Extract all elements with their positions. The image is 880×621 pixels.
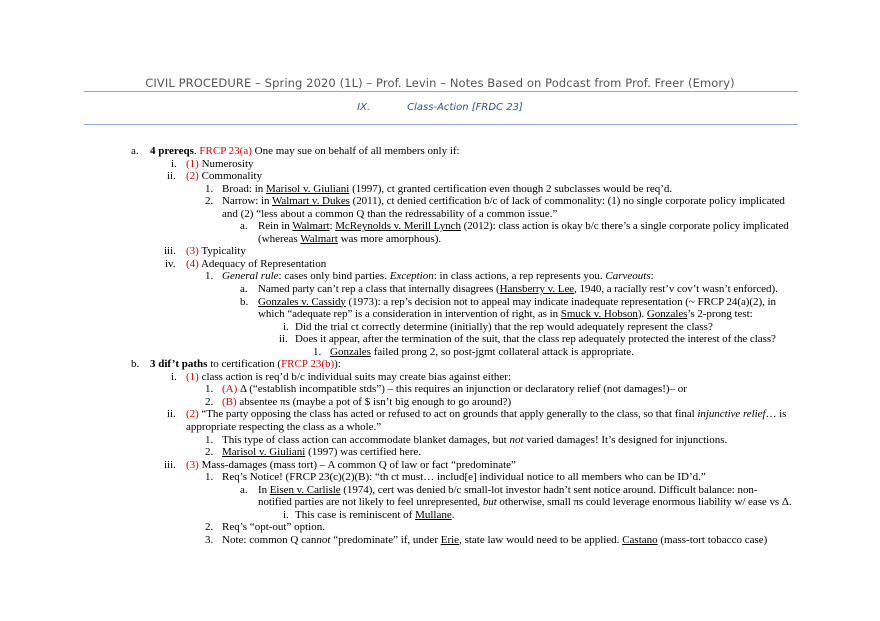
marker: 1. bbox=[205, 471, 214, 484]
outline-item-a-iii bbox=[0, 245, 880, 258]
marker: 3. bbox=[205, 533, 214, 546]
text: ). bbox=[637, 308, 647, 321]
number: (B) bbox=[222, 395, 237, 408]
outline-item-b-iii-1-a-i bbox=[0, 509, 880, 522]
outline-item-a-iv-1-a bbox=[0, 283, 880, 296]
italic-text: Exception bbox=[389, 270, 434, 283]
outline-item-a-ii-2-a-cont bbox=[0, 233, 880, 246]
rule-ref: FRCP 23(a) bbox=[199, 145, 252, 157]
text: Req’s Notice! (FRCP 23(c)(2)(B): “th ct must… includ[e] individual notice to all members who can be ID’d.” bbox=[222, 471, 706, 484]
text: In bbox=[258, 483, 270, 496]
text: Req’s “opt-out” option. bbox=[222, 521, 325, 534]
marker: a. bbox=[240, 220, 248, 233]
text: , state law would need to be applied. bbox=[459, 533, 623, 546]
outline-item-b-i-2 bbox=[0, 396, 880, 409]
number: (2) bbox=[186, 170, 199, 183]
outline-item-a-i bbox=[0, 158, 880, 171]
case-name: Gonzales bbox=[330, 345, 371, 358]
italic-text: Carveouts bbox=[605, 270, 651, 283]
section-title: Class-Action [FRDC 23] bbox=[407, 102, 523, 113]
header-title: CIVIL PROCEDURE – Spring 2020 (1L) – Prof. Levin – Notes Based on Podcast from Prof. Freer (Emory) bbox=[145, 76, 735, 90]
number: (4) bbox=[186, 257, 199, 270]
text: This case is reminiscent of bbox=[295, 508, 416, 521]
italic-text: not bbox=[316, 533, 331, 546]
text: : cases only bind parties. bbox=[278, 270, 390, 283]
number: (2) bbox=[186, 408, 199, 421]
bold-text: 4 prereqs bbox=[150, 145, 194, 157]
text: (1997), ct granted certification even though 2 subclasses would be req’d. bbox=[349, 182, 673, 195]
case-name: Hansberry v. Lee bbox=[499, 283, 575, 296]
marker: a. bbox=[240, 283, 248, 296]
text: (1974), cert was denied b/c small-lot investor hadn’t sent notice around. Difficult balance: non- bbox=[340, 483, 758, 496]
text: ’s 2-prong test: bbox=[687, 308, 753, 321]
outline-item-a-iv bbox=[0, 258, 880, 271]
text: Mass-damages (mass tort) – A common Q of law or fact “predominate” bbox=[198, 458, 516, 471]
text: (mass-tort tobacco case) bbox=[657, 533, 768, 546]
outline-item-b-ii-cont bbox=[0, 421, 880, 434]
outline-item-b-iii-1-a bbox=[0, 484, 880, 497]
marker: a. bbox=[131, 145, 139, 157]
number: (1) bbox=[186, 370, 199, 383]
outline-item-b-ii-2 bbox=[0, 446, 880, 459]
outline-item-a-iv-1 bbox=[0, 270, 880, 283]
case-name: Walmart bbox=[300, 232, 338, 245]
text: : bbox=[650, 270, 654, 283]
notes-body bbox=[0, 145, 880, 547]
marker: b. bbox=[240, 295, 249, 308]
marker: i. bbox=[283, 508, 289, 521]
text: This type of class action can accommodate blanket damages, but bbox=[222, 433, 510, 446]
text: . bbox=[451, 508, 455, 521]
case-name: McReynolds v. Merill Lynch bbox=[335, 220, 461, 233]
case-name: Walmart v. Dukes bbox=[271, 195, 350, 208]
marker: 2. bbox=[205, 521, 214, 534]
outline-item-a-ii-2-a bbox=[0, 220, 880, 233]
text: (1973): a rep’s decision not to appeal may indicate inadequate representation (~ FRCP 24(a)(2), in bbox=[345, 295, 776, 308]
header-rule bbox=[84, 91, 798, 92]
outline-item-b-iii-2 bbox=[0, 521, 880, 534]
text: Did the trial ct correctly determine (initially) that the rep would adequately represent the class? bbox=[295, 320, 713, 333]
case-name: Gonzales v. Cassidy bbox=[258, 295, 346, 308]
outline-item-a-iv-1-b-ii-1 bbox=[0, 346, 880, 359]
text: (1997) was certified here. bbox=[305, 446, 422, 459]
marker: i. bbox=[171, 157, 177, 170]
text: otherwise, small πs could leverage enormous liability w/ ease vs Δ. bbox=[496, 496, 792, 509]
marker: 1. bbox=[205, 383, 214, 396]
text: … is bbox=[765, 408, 787, 421]
case-name: Walmart bbox=[292, 220, 330, 233]
section-rule bbox=[84, 124, 798, 125]
outline-item-b-iii-3 bbox=[0, 534, 880, 547]
outline-item-b bbox=[0, 358, 880, 371]
case-name: Marisol v. Giuliani bbox=[266, 182, 350, 195]
marker: i. bbox=[171, 370, 177, 383]
number: (A) bbox=[222, 383, 238, 396]
text: absentee πs (maybe a pot of $ isn’t big enough to go around?) bbox=[236, 395, 512, 408]
text: Adequacy of Representation bbox=[198, 257, 327, 270]
marker: ii. bbox=[167, 408, 176, 421]
number: (3) bbox=[186, 458, 199, 471]
text: Does it appear, after the termination of the suit, that the class rep adequately protected the interest of the class? bbox=[295, 333, 776, 346]
text: Typicality bbox=[198, 245, 246, 258]
outline-item-b-iii bbox=[0, 459, 880, 472]
outline-item-a-ii-1 bbox=[0, 183, 880, 196]
marker: ii. bbox=[167, 170, 176, 183]
text: (2012): class action is okay b/c there’s a single corporate policy implicated bbox=[460, 220, 789, 233]
marker: iii. bbox=[164, 245, 176, 258]
case-name: Eisen v. Carlisle bbox=[269, 483, 341, 496]
marker: 2. bbox=[205, 446, 214, 459]
marker: iii. bbox=[164, 458, 176, 471]
marker: 1. bbox=[205, 182, 214, 195]
outline-item-a-iv-1-b-cont bbox=[0, 308, 880, 321]
text: (2011), ct denied certification b/c of lack of commonality: (1) no single corporate policy implicated bbox=[349, 195, 785, 208]
case-name: Smuck v. Hobson bbox=[560, 308, 638, 321]
text: (whereas bbox=[258, 232, 301, 245]
outline-item-b-i bbox=[0, 371, 880, 384]
outline-item-b-iii-1 bbox=[0, 471, 880, 484]
text: Δ (“establish incompatible stds”) – this requires an injunction or declaratory relief (not damages!)– or bbox=[237, 383, 687, 396]
text: One may sue on behalf of all members only if: bbox=[251, 145, 460, 157]
section-number: IX. bbox=[357, 102, 371, 113]
text: failed prong 2, so post-jgmt collateral attack is appropriate. bbox=[370, 345, 634, 358]
text: : bbox=[329, 220, 336, 233]
case-name: Gonzales bbox=[646, 308, 688, 321]
outline-item-b-ii-1 bbox=[0, 434, 880, 447]
text: Numerosity bbox=[198, 157, 254, 170]
outline-item-a-ii-2-cont bbox=[0, 208, 880, 221]
marker: 1. bbox=[205, 433, 214, 446]
text: Commonality bbox=[198, 170, 263, 183]
italic-text: injunctive relief bbox=[697, 408, 766, 421]
case-name: Mullane bbox=[415, 508, 452, 521]
marker: 1. bbox=[313, 345, 322, 358]
text: and (2) “less about a common Q than the redressability of a common issue.” bbox=[222, 207, 558, 220]
outline-item-b-i-1 bbox=[0, 383, 880, 396]
outline-item-a-ii bbox=[0, 170, 880, 183]
italic-text: General rule bbox=[222, 270, 279, 283]
outline-item-a-iv-1-b bbox=[0, 296, 880, 309]
case-name: Marisol v. Giuliani bbox=[222, 446, 306, 459]
marker: i. bbox=[283, 320, 289, 333]
case-name: Castano bbox=[622, 533, 658, 546]
text: which “adequate rep” is a consideration in intervention of right, as in bbox=[258, 308, 561, 321]
text: Broad: in bbox=[222, 182, 266, 195]
outline-item-a-iv-1-b-ii bbox=[0, 333, 880, 346]
marker: ii. bbox=[279, 333, 288, 346]
italic-text: not bbox=[509, 433, 524, 446]
text: “predominate” if, under bbox=[330, 533, 441, 546]
marker: 1. bbox=[205, 270, 214, 283]
case-name: Erie bbox=[440, 533, 460, 546]
text: Rein in bbox=[258, 220, 293, 233]
number: (1) bbox=[186, 157, 199, 170]
outline-item-b-iii-1-a-cont bbox=[0, 496, 880, 509]
text: to certification ( bbox=[207, 358, 282, 371]
text: “The party opposing the class has acted or refused to act on grounds that apply generally to the class, so that final bbox=[198, 408, 698, 421]
marker: 2. bbox=[205, 195, 214, 208]
text: appropriate respecting the class as a whole.” bbox=[186, 421, 382, 434]
text: : in class actions, a rep represents you. bbox=[433, 270, 606, 283]
rule-ref: FRCP 23(b) bbox=[281, 358, 335, 371]
outline-item-a: a. 4 prereqs. FRCP 23(a) One may sue on behalf of all members only if: bbox=[131, 145, 460, 157]
outline-item-a-iv-1-b-i bbox=[0, 321, 880, 334]
outline-item-b-ii bbox=[0, 408, 880, 421]
text: notified parties are not likely to feel unrepresented, bbox=[258, 496, 483, 509]
marker: a. bbox=[240, 483, 248, 496]
marker: b. bbox=[131, 358, 140, 371]
text: class action is req’d b/c individual suits may create bias against either: bbox=[198, 370, 512, 383]
bold-text: 3 dif’t paths bbox=[150, 358, 208, 371]
text: ): bbox=[334, 358, 341, 371]
italic-text: but bbox=[482, 496, 497, 509]
text: Narrow: in bbox=[222, 195, 272, 208]
marker: iv. bbox=[165, 257, 176, 270]
text: Note: common Q can bbox=[222, 533, 317, 546]
text: Named party can’t rep a class that internally disagrees ( bbox=[258, 283, 500, 296]
text: was more amorphous). bbox=[337, 232, 442, 245]
outline-item-a-ii-2 bbox=[0, 195, 880, 208]
text: varied damages! It’s designed for injunctions. bbox=[523, 433, 728, 446]
marker: 2. bbox=[205, 395, 214, 408]
section-heading bbox=[0, 102, 880, 113]
number: (3) bbox=[186, 245, 199, 258]
text: , 1940, a racially rest’v cov’t wasn’t enforced). bbox=[574, 283, 778, 296]
